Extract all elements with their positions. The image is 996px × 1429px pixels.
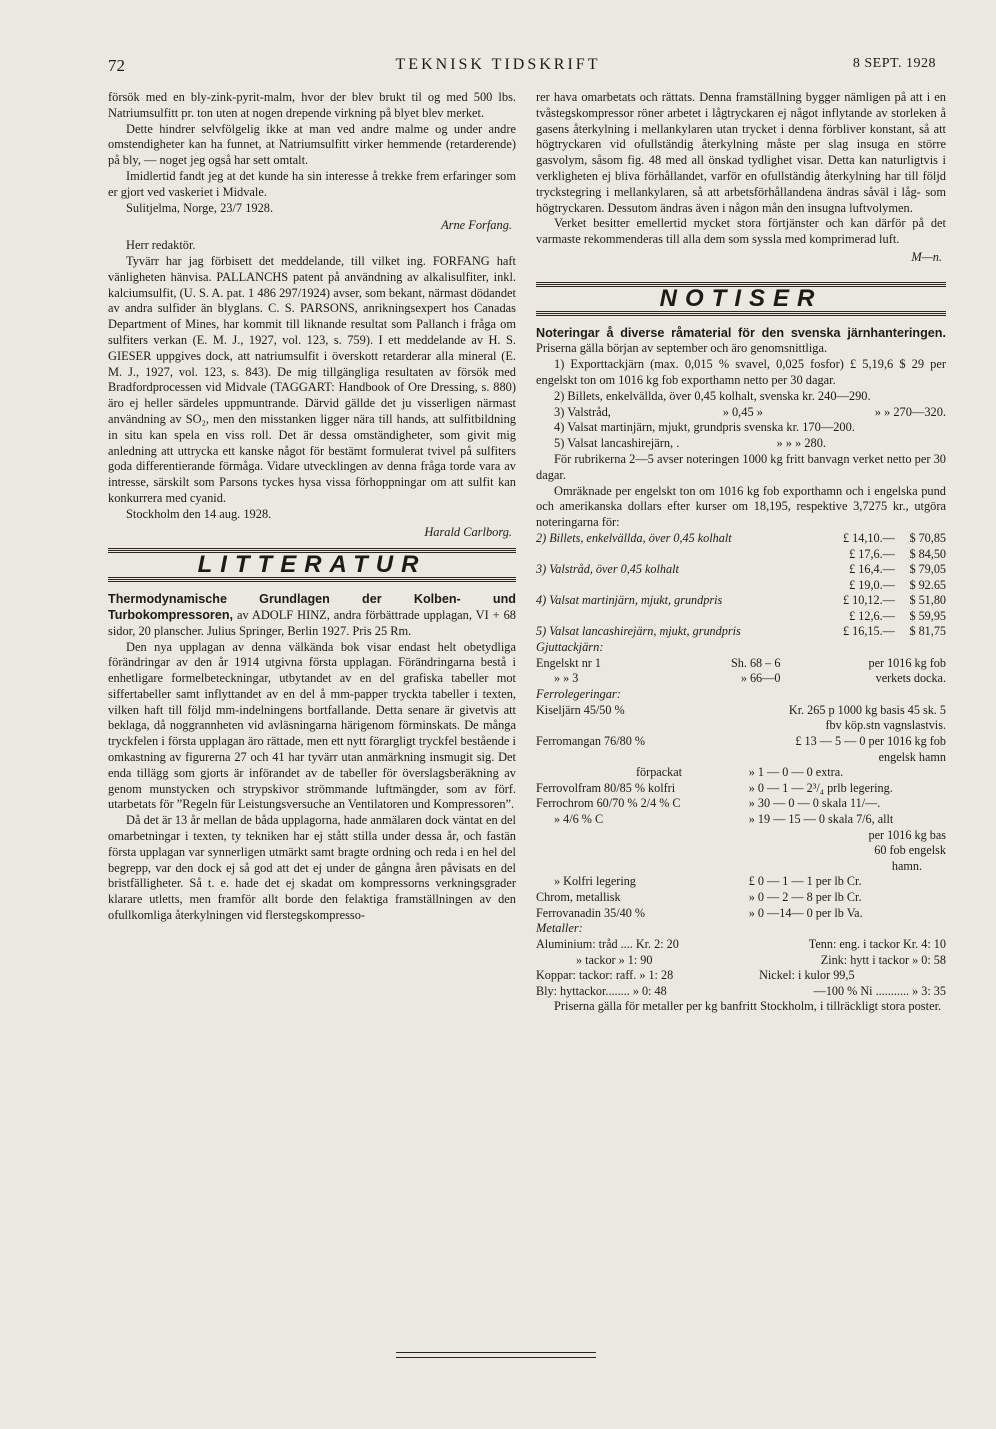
note-item: Omräknade per engelskt ton om 1016 kg fob exporthamn och i engelska pund och amerikanska dollars efter kurser om 18,195, respektive 3,7275 kr., utgöra noteringarna för: <box>536 483 946 530</box>
price-usd: $ 59,95 <box>909 608 946 623</box>
item-label: Ferrovolfram 80/85 % kolfri <box>536 780 676 795</box>
metal-price: Aluminium: tråd .... Kr. 2: 20 <box>536 936 679 951</box>
paragraph: rer hava omarbetats och rättats. Denna framställning bygger nämligen på att i en tvåstegskompressor röner arbetet i lågtryckaren ej något inflytande av storleken å gasens återkylning i mellankylaren utan trycket i denna förbliver konstant, så att högtryckaren vid ofullständig återkylning måste per slag insuga en större gasvolym, såsom fig. 48 med all önskad tydlighet visar. Detta kan naturligtvis i verkligheten ej bliva förhållandet, varför en ofullständig återkylning har till följd tryckstegring i mellankylaren, så att arbetsförhållandena ändras såväl i låg- som högtryckaren. Dessutom ändras även i någon mån den insugna luftvolymen. <box>536 90 946 215</box>
price-usd: $ 70,85 <box>909 530 946 545</box>
notes-intro-text: Priserna gälla början av september och äro genomsnittliga. <box>536 341 828 356</box>
place-date: Stockholm den 14 aug. 1928. <box>126 506 272 521</box>
price-gbp: £ 10,12.— <box>843 593 895 608</box>
note-item: 4) Valsat martinjärn, mjukt, grundpris svenska kr. 170—200. <box>554 420 855 435</box>
item-note: fbv köp.stn vagnslastvis. <box>825 718 946 733</box>
price-gbp: £ 16,4.— <box>849 562 895 577</box>
note-item: Priserna gälla för metaller per kg banfritt Stockholm, i tillräckligt stora poster. <box>554 999 942 1014</box>
subheading-metaller: Metaller: <box>536 921 583 936</box>
item-price: Sh. 68 – 6 <box>730 655 781 670</box>
price-gbp: £ 12,6.— <box>849 608 895 623</box>
gjut-table <box>536 656 946 687</box>
item-price: » 0 — 1 — 2³/₄ prlb legering. <box>748 780 893 795</box>
price-table <box>536 531 946 640</box>
item-label: Ferrovanadin 35/40 % <box>536 905 645 920</box>
signature-mn: M—n. <box>911 249 942 264</box>
salutation: Herr redaktör. <box>126 238 196 253</box>
paragraph: Imidlertid fandt jeg at det kunde ha sin interesse å trekke frem erfaringer som er gjort ved vaskeriet i Midvale. <box>108 168 516 199</box>
page-header <box>0 56 996 80</box>
item-note: 60 fob engelsk <box>874 843 946 858</box>
item-price: » 66—0 <box>740 671 781 686</box>
book-review-intro <box>108 592 516 639</box>
metal-price: Nickel: i kulor 99,5 <box>759 968 855 983</box>
item-price: » 1 — 0 — 0 extra. <box>748 765 844 780</box>
price-usd: $ 84,50 <box>909 546 946 561</box>
left-column <box>108 90 516 924</box>
metal-table <box>536 937 946 999</box>
page-divider <box>396 1352 596 1358</box>
item-label: Chrom, metallisk <box>536 889 621 904</box>
item-note: per 1016 kg fob <box>868 655 946 670</box>
price-usd: $ 81,75 <box>909 624 946 639</box>
price-gbp: £ 16,15.— <box>843 624 895 639</box>
book-title: Thermodynamische Grundlagen der Kolben- und Turbokompressoren, <box>108 592 516 622</box>
issue-date: 8 SEPT. 1928 <box>852 56 936 71</box>
subheading-gjuttackjarn: Gjuttackjärn: <box>536 640 604 655</box>
price-label: 3) Valstråd, över 0,45 kolhalt <box>536 562 679 577</box>
price-label: 5) Valsat lancashirejärn, mjukt, grundpris <box>536 624 741 639</box>
item-note: verkets docka. <box>875 671 946 686</box>
note-item: 2) Billets, enkelvällda, över 0,45 kolhalt, svenska kr. 240—290. <box>554 388 871 403</box>
item-price: Kr. 265 p 1000 kg basis 45 sk. 5 <box>788 702 946 717</box>
metal-price: Tenn: eng. i tackor Kr. 4: 10 <box>808 936 946 951</box>
price-usd: $ 79,05 <box>909 562 946 577</box>
item-note: hamn. <box>891 858 922 873</box>
metal-price: » tackor » 1: 90 <box>576 952 653 967</box>
right-column <box>536 90 946 1015</box>
item-price: £ 13 — 5 — 0 per 1016 kg fob <box>795 734 946 749</box>
item-label: Ferrochrom 60/70 % 2/4 % C <box>536 796 681 811</box>
note-value: » » » 280. <box>776 436 826 451</box>
ferro-table <box>536 703 946 921</box>
item-label: » » 3 <box>554 671 579 686</box>
notes-title: Noteringar å diverse råmaterial för den svenska järnhanteringen. <box>536 325 946 340</box>
item-label: Kiseljärn 45/50 % <box>536 702 625 717</box>
signature-forfang: Arne Forfang. <box>441 218 512 233</box>
price-usd: $ 51,80 <box>909 593 946 608</box>
price-label: 2) Billets, enkelvällda, över 0,45 kolhalt <box>536 530 732 545</box>
note-item: 1) Exporttackjärn (max. 0,015 % svavel, 0,025 fosfor) £ 5,19,6 $ 29 per engelskt ton om 1016 kg fob exporthamn netto per 30 dagar. <box>536 357 946 387</box>
item-price: » 0 —14— 0 per lb Va. <box>748 905 863 920</box>
note-item <box>536 405 946 421</box>
item-note: engelsk hamn <box>878 749 946 764</box>
notiser-heading <box>536 282 946 316</box>
place-date: Sulitjelma, Norge, 23/7 1928. <box>126 200 274 215</box>
item-label: Engelskt nr 1 <box>536 655 601 670</box>
paragraph: Dette hindrer selvfölgelig ikke at man ved andre malme og under andre omstendigheter kan ha funnet, at Natriumsulfitt virker hemmende (retarderende) på bly, — noget jeg også har sett omtalt. <box>108 121 516 168</box>
price-gbp: £ 14,10.— <box>843 530 895 545</box>
item-price: £ 0 — 1 — 1 per lb Cr. <box>748 874 862 889</box>
note-label: 5) Valsat lancashirejärn, . <box>554 436 680 451</box>
note-item <box>536 436 946 452</box>
item-label: Ferromangan 76/80 % <box>536 734 645 749</box>
item-price: » 30 — 0 — 0 skala 11/—. <box>748 796 881 811</box>
item-price: » 0 — 2 — 8 per lb Cr. <box>748 889 862 904</box>
metal-price: Bly: hyttackor........ » 0: 48 <box>536 983 667 998</box>
price-usd: $ 92.65 <box>909 577 946 592</box>
subheading-ferrolegeringar: Ferrolegeringar: <box>536 687 621 702</box>
journal-title: TEKNISK TIDSKRIFT <box>395 56 601 73</box>
paragraph: Den nya upplagan av denna välkända bok visar endast helt obetydliga förändringar av den år 1914 utgivna första upplagan. Förändringarna bestå i enhetligare formelbeteckningar, utbytandet av en del grafiska tabeller mot siffertabeller samt inflyttandet av en del å mm-papper tryckta tabeller i texten, vilken haft till följd mm-indelningens bortfallande. Detta senare är givetvis att beklaga, då noggrannheten vid avläsningarna härigenom förminskats. De många tryckfelen i första upplagan äro rättade, men ett nytt förargligt tryckfel bestående i omkastning av figurerna 27 och 41 har tyvärr utan anmärkning insmugit sig. Det enda tillägg som gjorts är införandet av de tabeller för överslagsberäkning av genom munstycken och strypskivor strömmande luftmängder, som av förf. utarbetats för ”Regeln für Leistungsversuche an Ventilatoren und Kompressoren”. <box>108 639 516 812</box>
signature-carlborg: Harald Carlborg. <box>424 524 512 539</box>
note-label: 3) Valstråd, <box>554 404 611 419</box>
paragraph: Tyvärr har jag förbisett det meddelande, till vilket ing. FORFANG haft vänligheten hänvisa. PALLANCHS patent på användning av alkalisulfiter, inkl. kalciumsulfit, (U. S. A. pat. 1 486 297/1924) avser, som bekant, närmast dödandet av andra sulfider än blyglans. C. S. PARSONS, anrikningsexpert hos Canadas Department of Mines, har kommit till liknande resultat som Pallanch i fråga om sulfiters verkan (E. M. J., 1927, vol. 123, s. 759). I ett meddelande av H. S. GIESER uppgives dock, att natriumsulfit i överskott retarderar alla mineral (E. M. J., 1927, vol. 123, s. 843). De mig tillgängliga resultaten av försök med Bradfordprocessen vid Midvale (TAGGART: Handbook of Ore Dressing, s. 880) äro ej heller särdeles uppmuntrande. Därvid gällde det ju visserligen närmast användning av SO₂, men den misstanken ligger nära till hands, att sulfitbildning in situ kan spela en viss roll. Det är dessa omständigheter, som givit mig anledning att uttrycka ett kanske något för bestämt formulerat tvivel på sulfiters goda differentierande förmåga. Vidare utvecklingen av denna fråga torde vara av intresse, särskilt som Parsons tyckes hysa vissa förhoppningar om att sulfit kan konkurrera med cyanid. <box>108 253 516 505</box>
book-meta: av ADOLF HINZ, andra förbättrade upplagan, VI + 68 sidor, 20 planscher. Julius Springer, Berlin 1927. Pris 25 Rm. <box>108 607 516 638</box>
item-label: » 4/6 % C <box>554 812 604 827</box>
metal-price: Koppar: tackor: raff. » 1: 28 <box>536 968 674 983</box>
price-gbp: £ 17,6.— <box>849 546 895 561</box>
paragraph: försök med en bly-zink-pyrit-malm, hvor der blev brukt til og med 500 lbs. Natriumsulfitt pr. ton uten at nogen drepende virkning på blyet blev merket. <box>108 90 516 120</box>
notes-intro <box>536 326 946 358</box>
paragraph: Då det är 13 år mellan de båda upplagorna, hade anmälaren dock väntat en del omarbetningar i texten, ty tekniken har ej stått stilla under dessa år, och fastän första upplagan var synnerligen utmärkt samt bragte ordning och reda i en hel del begrepp, var den dock ej så god att det ej under de gångna åren påvisats en del bristfälligheter. Så t. e. hade det ej skadat om kompressorns verkningsgrader klarare utletts, men framför allt borde den felaktiga framställningen av den ofullkomliga återkylningen vid flerstegskompresso- <box>108 813 516 923</box>
item-price: » 19 — 15 — 0 skala 7/6, allt <box>748 812 894 827</box>
note-value: » 0,45 » <box>722 404 763 419</box>
item-note: per 1016 kg bas <box>868 827 946 842</box>
metal-price: —100 % Ni ........... » 3: 35 <box>813 983 946 998</box>
price-label: 4) Valsat martinjärn, mjukt, grundpris <box>536 593 723 608</box>
metal-price: Zink: hytt i tackor » 0: 58 <box>820 952 946 967</box>
price-gbp: £ 19,0.— <box>849 577 895 592</box>
item-label: » Kolfri legering <box>554 874 636 889</box>
page-number: 72 <box>108 56 125 75</box>
note-value: » » 270—320. <box>874 404 946 419</box>
note-item: För rubrikerna 2—5 avser noteringen 1000 kg fritt banvagn verket netto per 30 dagar. <box>536 451 946 482</box>
paragraph: Verket besitter emellertid mycket stora förtjänster och kan därför på det varmaste rekommenderas till alla dem som syssla med komprimerad luft. <box>536 216 946 247</box>
notiser-title: NOTISER <box>536 286 946 312</box>
litteratur-heading <box>108 548 516 582</box>
item-label: förpackat <box>636 765 683 780</box>
litteratur-title: LITTERATUR <box>108 552 516 578</box>
